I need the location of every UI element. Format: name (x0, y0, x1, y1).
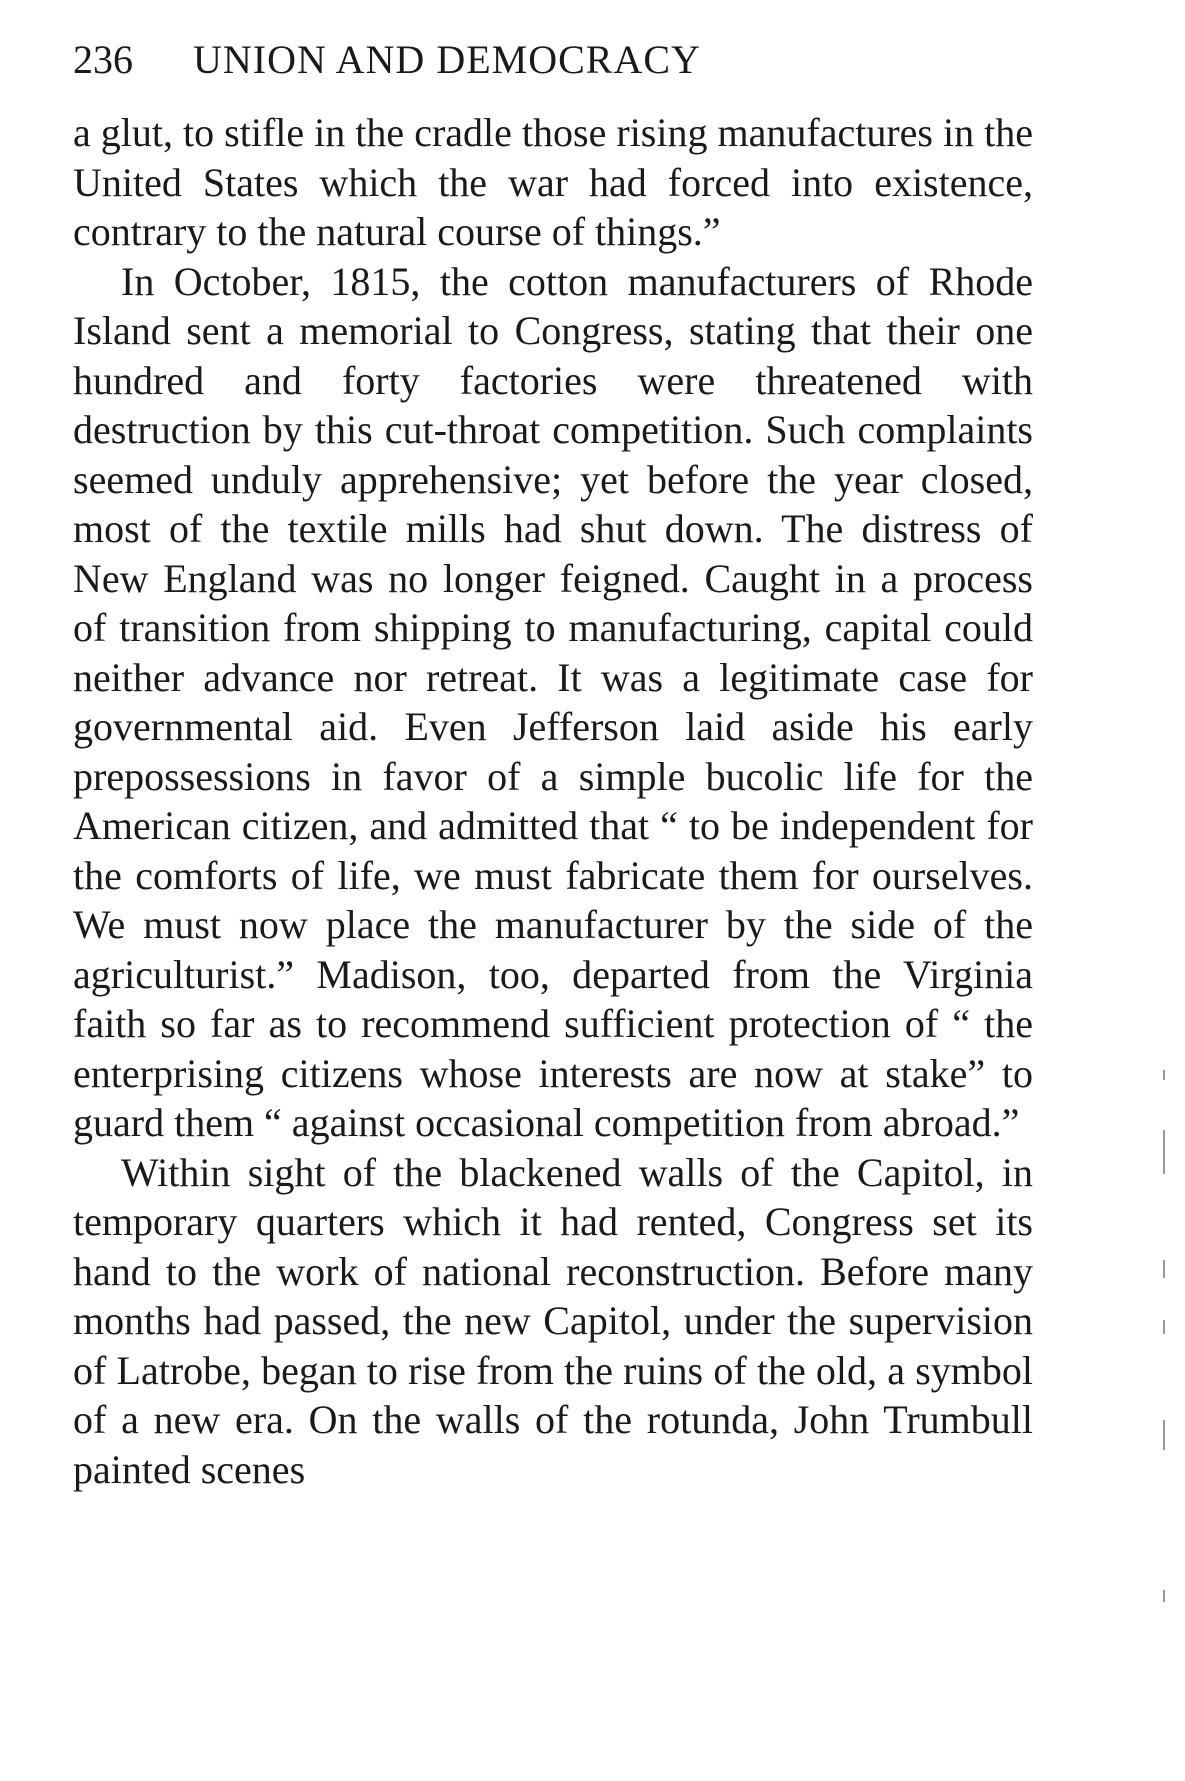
speck (1163, 1590, 1165, 1602)
text-body (73, 108, 1033, 1494)
page-number: 236 (73, 37, 133, 82)
paragraph-capitol-reconstruction: Within sight of the blackened walls of the Capitol, in temporary quarters which it had rented, Congress set its hand to the work of national reconstruction. Before many months had passed, the new Capitol, under the supervision of Latrobe, began to rise from the ruins of the old, a symbol of a new era. On the walls of the rotunda, John Trumbull painted scenes (73, 1149, 1033, 1492)
scan-gutter-specks (1163, 1070, 1167, 1690)
speck (1163, 1070, 1165, 1080)
speck (1163, 1130, 1165, 1174)
paragraph-continued: a glut, to stifle in the cradle those rising manufactures in the United States which the war had forced into existence, contrary to the natural course of things.” (73, 110, 1033, 254)
speck (1163, 1320, 1165, 1334)
running-head (73, 30, 1033, 90)
paragraph-rhode-island-memorial: In October, 1815, the cotton manufacturers of Rhode Island sent a memorial to Congress, stating that their one hundred and forty factories were threatened with destruction by this cut-throat competition. Such complaints seemed unduly apprehensive; yet before the year closed, most of the textile mills had shut down. The distress of New England was no longer feigned. Caught in a process of transition from shipping to manufacturing, capital could neither advance nor retreat. It was a legitimate case for governmental aid. Even Jefferson laid aside his early prepossessions in favor of a simple bucolic life for the American citizen, and admitted that “ to be independent for the comforts of life, we must fabricate them for ourselves. We must now place the manufacturer by the side of the agriculturist.” Madison, too, departed from the Virginia faith so far as to recommend sufficient protection of “ the enterprising citizens whose interests are now at stake” to guard them “ against occasional competition from abroad.” (73, 258, 1033, 1145)
running-title: UNION AND DEMOCRACY (193, 37, 701, 82)
speck (1163, 1420, 1165, 1450)
speck (1163, 1260, 1165, 1278)
